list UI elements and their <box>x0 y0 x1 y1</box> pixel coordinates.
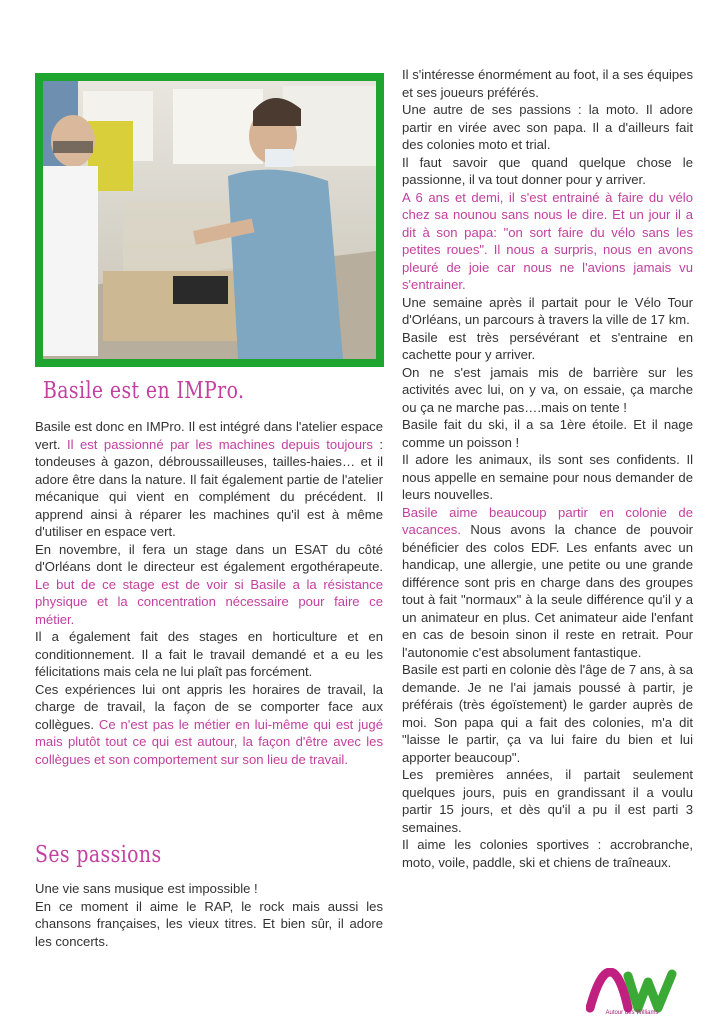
highlight-text: Le but de ce stage est de voir si Basile a la résistance physique et la concentration nécessaire pour faire ce métier. <box>35 576 383 627</box>
section-title-passions: Ses passions <box>35 842 162 868</box>
paragraph: On ne s'est jamais mis de barrière sur les activités avec lui, on y va, on essaie, ça marche ou ça ne marche pas….mais on tente ! <box>402 364 693 415</box>
text-run: : tondeuses à gazon, débroussailleuses, tailles-haies… et il adore être dans la nature. Il fait également partie de l'atelier mécanique qui vient en complément du précédent. Il apprend ainsi à réparer les machines qu'il est à même d'utiliser en espace vert. <box>35 436 384 539</box>
paragraph: Les premières années, il partait seulement quelques jours, puis en grandissant il a voulu partir 15 jours, et dès qu'il a pu il est parti 3 semaines. <box>402 767 693 835</box>
photo-illustration-icon <box>43 81 376 359</box>
passions-column <box>35 880 383 950</box>
paragraph <box>35 541 383 629</box>
paragraph <box>35 418 383 541</box>
photo-frame <box>35 73 384 367</box>
paragraph <box>402 504 693 662</box>
paragraph <box>35 681 383 769</box>
logo-caption: Autour des Williams <box>605 1010 659 1016</box>
paragraph: Il s'intéresse énormément au foot, il a ses équipes et ses joueurs préférés. <box>402 67 693 100</box>
paragraph: Une vie sans musique est impossible ! <box>35 881 258 896</box>
right-column <box>402 66 693 871</box>
photo-two-men-workshop <box>43 81 376 359</box>
paragraph: Il a également fait des stages en horticulture et en conditionnement. Il a fait le travail demandé et a eu les félicitations mais cela ne lui plaît pas forcément. <box>35 629 383 679</box>
paragraph: Il faut savoir que quand quelque chose le passionne, il va tout donner pour y arriver. <box>402 154 693 187</box>
highlight-paragraph: A 6 ans et demi, il s'est entrainé à faire du vélo chez sa nounou sans nous le dire. Et un jour il a dit à son papa: "on sort faire du vélo sans les petites roues". Il nous a surpris, nous en avons pleuré de joie car nous ne l'avions jamais vu s'entrainer. <box>402 189 693 292</box>
highlight-text: Il est passionné par les machines depuis toujours <box>66 436 373 452</box>
left-column <box>35 418 383 768</box>
paragraph: Basile est très persévérant et s'entraine en cachette pour y arriver. <box>402 329 693 362</box>
text-run: En novembre, il fera un stage dans un ESAT du côté d'Orléans dont le directeur est également ergothérapeute. <box>35 541 383 574</box>
paragraph: Une autre de ses passions : la moto. Il adore partir en virée avec son papa. Il a d'ailleurs fait des colonies moto et trial. <box>402 102 693 152</box>
section-title-impro: Basile est en IMPro. <box>43 378 245 404</box>
highlight-text: Ce n'est pas le métier en lui-même qui est jugé mais plutôt tout ce qui est autour, la façon d'être avec les collègues et son comportement sur son lieu de travail. <box>35 716 383 767</box>
paragraph: En ce moment il aime le RAP, le rock mais aussi les chansons françaises, les vieux titres. Et bien sûr, il adore les concerts. <box>35 898 383 949</box>
text-run: Ces expériences lui ont appris les horaires de travail, la charge de travail, la façon de se comporter face aux collègues. <box>35 681 383 732</box>
paragraph: Une semaine après il partait pour le Vélo Tour d'Orléans, un parcours à travers la ville de 17 km. <box>402 294 693 327</box>
paragraph: Il adore les animaux, ils sont ses confidents. Il nous appelle en semaine pour nous demander de leurs nouvelles. <box>402 452 693 502</box>
aw-logo-icon <box>586 968 678 1014</box>
paragraph: Basile fait du ski, il a sa 1ère étoile. Et il nage comme un poisson ! <box>402 417 693 450</box>
text-run: Nous avons la chance de pouvoir bénéficier des colos EDF. Les enfants avec un handicap, une allergie, une petite ou une grande différence sont pris en charge dans des groupes tout à fait "normaux" à la seule différence qu'il y a un animateur en plus. Cet animateur aide l'enfant en cas de besoin sinon il reste en retrait. Pour l'autonomie c'est absolument fantastique. <box>402 522 693 660</box>
text-run: Basile est donc en IMPro. Il est intégré dans l'atelier espace vert. <box>35 419 383 452</box>
paragraph: Il aime les colonies sportives : accrobranche, moto, voile, paddle, ski et chiens de traîneaux. <box>402 837 693 870</box>
paragraph: Basile est parti en colonie dès l'âge de 7 ans, à sa demande. Je ne l'ai jamais poussé à partir, je préférais (très égoïstement) le garder auprès de moi. Son papa qui a fait des colonies, m'a dit "laisse le partir, ça va lui faire du bien et lui apporter beaucoup". <box>402 662 693 765</box>
highlight-text: Basile aime beaucoup partir en colonie de vacances. <box>402 504 693 537</box>
